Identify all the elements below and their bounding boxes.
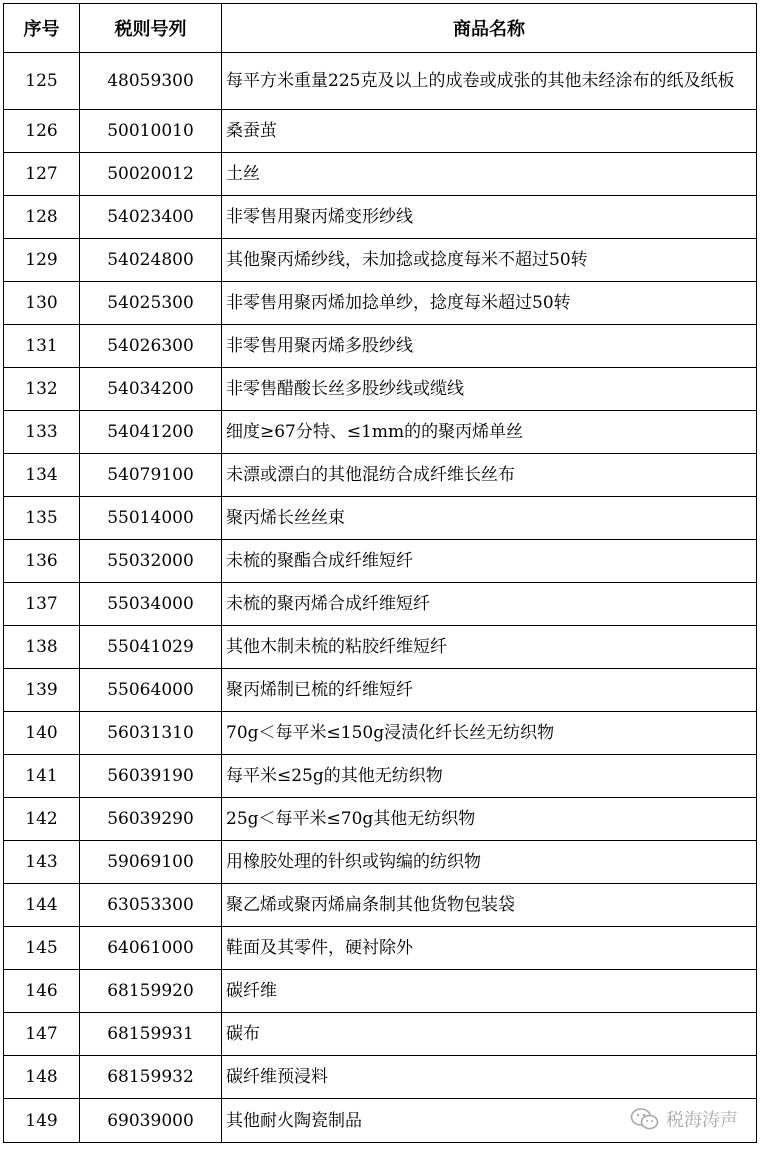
table-row: [4, 239, 757, 282]
cell-seq: 125: [4, 53, 80, 110]
cell-code: 55034000: [80, 583, 222, 626]
cell-seq: 137: [4, 583, 80, 626]
cell-name: 未梳的聚酯合成纤维短纤: [222, 540, 757, 583]
header-name: 商品名称: [222, 4, 757, 53]
table-row: [4, 1056, 757, 1099]
cell-seq: 136: [4, 540, 80, 583]
table-row: [4, 497, 757, 540]
table-body: [4, 53, 757, 1143]
cell-code: 54026300: [80, 325, 222, 368]
watermark: [630, 1106, 738, 1132]
cell-seq: 139: [4, 669, 80, 712]
cell-name: 25g＜每平米≤70g其他无纺织物: [222, 798, 757, 841]
cell-name: 用橡胶处理的针织或钩编的纺织物: [222, 841, 757, 884]
cell-code: 68159920: [80, 970, 222, 1013]
cell-seq: 127: [4, 153, 80, 196]
cell-seq: 148: [4, 1056, 80, 1099]
table-row: [4, 927, 757, 970]
table-row: [4, 755, 757, 798]
table-row: [4, 282, 757, 325]
table-row: [4, 841, 757, 884]
cell-name: 聚乙烯或聚丙烯扁条制其他货物包装袋: [222, 884, 757, 927]
table-row: [4, 669, 757, 712]
table-row: [4, 583, 757, 626]
cell-seq: 133: [4, 411, 80, 454]
table-row: [4, 110, 757, 153]
cell-seq: 130: [4, 282, 80, 325]
cell-seq: 128: [4, 196, 80, 239]
cell-code: 55041029: [80, 626, 222, 669]
cell-name: 每平方米重量225克及以上的成卷或成张的其他未经涂布的纸及纸板: [222, 53, 757, 110]
cell-name: 每平米≤25g的其他无纺织物: [222, 755, 757, 798]
cell-code: 54025300: [80, 282, 222, 325]
watermark-text: 税海涛声: [666, 1110, 738, 1131]
table-header-row: [4, 4, 757, 53]
cell-seq: 142: [4, 798, 80, 841]
cell-code: 55014000: [80, 497, 222, 540]
cell-seq: 134: [4, 454, 80, 497]
cell-seq: 126: [4, 110, 80, 153]
cell-code: 54034200: [80, 368, 222, 411]
table-row: [4, 411, 757, 454]
cell-name: 其他耐火陶瓷制品: [222, 1099, 757, 1143]
cell-seq: 145: [4, 927, 80, 970]
cell-seq: 138: [4, 626, 80, 669]
table-row: [4, 540, 757, 583]
cell-seq: 135: [4, 497, 80, 540]
table-row: [4, 153, 757, 196]
table-row: [4, 325, 757, 368]
cell-seq: 144: [4, 884, 80, 927]
cell-seq: 129: [4, 239, 80, 282]
cell-code: 55032000: [80, 540, 222, 583]
cell-code: 55064000: [80, 669, 222, 712]
table-row: [4, 454, 757, 497]
cell-name: 聚丙烯长丝丝束: [222, 497, 757, 540]
cell-seq: 143: [4, 841, 80, 884]
cell-name: 碳布: [222, 1013, 757, 1056]
cell-seq: 147: [4, 1013, 80, 1056]
cell-name: 聚丙烯制已梳的纤维短纤: [222, 669, 757, 712]
wechat-icon: [630, 1107, 660, 1131]
cell-name: 未漂或漂白的其他混纺合成纤维长丝布: [222, 454, 757, 497]
table-row: [4, 53, 757, 110]
cell-code: 63053300: [80, 884, 222, 927]
table-row: [4, 884, 757, 927]
cell-code: 54024800: [80, 239, 222, 282]
cell-seq: 141: [4, 755, 80, 798]
cell-code: 48059300: [80, 53, 222, 110]
cell-name: 非零售醋酸长丝多股纱线或缆线: [222, 368, 757, 411]
cell-code: 68159931: [80, 1013, 222, 1056]
cell-name: 非零售用聚丙烯变形纱线: [222, 196, 757, 239]
cell-code: 54023400: [80, 196, 222, 239]
cell-name: 其他聚丙烯纱线，未加捻或捻度每米不超过50转: [222, 239, 757, 282]
cell-code: 69039000: [80, 1099, 222, 1143]
cell-code: 54079100: [80, 454, 222, 497]
cell-code: 50020012: [80, 153, 222, 196]
cell-name: 土丝: [222, 153, 757, 196]
table-row: [4, 626, 757, 669]
header-seq: 序号: [4, 4, 80, 53]
cell-name: 细度≥67分特、≤1mm的的聚丙烯单丝: [222, 411, 757, 454]
cell-name: 非零售用聚丙烯多股纱线: [222, 325, 757, 368]
cell-seq: 131: [4, 325, 80, 368]
cell-name: 碳纤维预浸料: [222, 1056, 757, 1099]
cell-code: 68159932: [80, 1056, 222, 1099]
cell-seq: 149: [4, 1099, 80, 1143]
table-row: [4, 196, 757, 239]
cell-code: 56031310: [80, 712, 222, 755]
cell-name: 其他木制未梳的粘胶纤维短纤: [222, 626, 757, 669]
cell-code: 59069100: [80, 841, 222, 884]
table-row: [4, 712, 757, 755]
header-code: 税则号列: [80, 4, 222, 53]
table-row: [4, 798, 757, 841]
cell-seq: 140: [4, 712, 80, 755]
table-row: [4, 1013, 757, 1056]
cell-code: 54041200: [80, 411, 222, 454]
cell-code: 50010010: [80, 110, 222, 153]
cell-code: 64061000: [80, 927, 222, 970]
cell-name: 碳纤维: [222, 970, 757, 1013]
cell-code: 56039290: [80, 798, 222, 841]
cell-name: 70g＜每平米≤150g浸渍化纤长丝无纺织物: [222, 712, 757, 755]
cell-name: 未梳的聚丙烯合成纤维短纤: [222, 583, 757, 626]
table-row: [4, 368, 757, 411]
cell-name: 非零售用聚丙烯加捻单纱，捻度每米超过50转: [222, 282, 757, 325]
cell-seq: 146: [4, 970, 80, 1013]
tariff-table: [3, 3, 757, 1143]
cell-seq: 132: [4, 368, 80, 411]
cell-name: 桑蚕茧: [222, 110, 757, 153]
cell-code: 56039190: [80, 755, 222, 798]
cell-name: 鞋面及其零件，硬衬除外: [222, 927, 757, 970]
table-row: [4, 970, 757, 1013]
